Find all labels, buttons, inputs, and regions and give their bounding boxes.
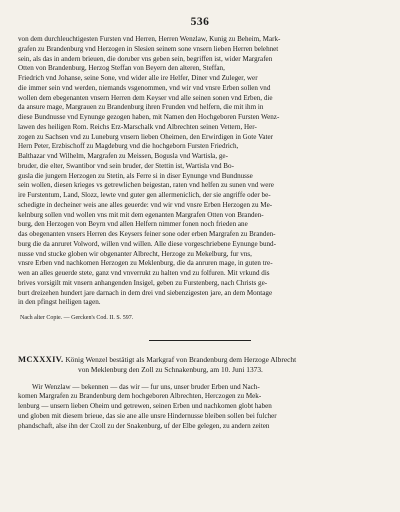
text-line: wen an alles geuerde stete, ganz vnd vnverrukt zu halten vnd zu folfuren. Mit vrkund dis — [18, 269, 270, 277]
text-line: burg, den Herzogen von Beyrn vnd allen Helfern nimmer fonen noch frieden ane — [18, 220, 248, 229]
text-line: grafen zu Brandenburg vnd Herzogen in Slesien seinem sone vnsern lieben Herren belehnet — [18, 44, 279, 53]
text-line: Friedrich vnd Johanse, seine Sone, vnd wider alle ire Helfer, Diner vnd Zuleger, wer — [18, 74, 258, 82]
text-line: ire Furstentum, Land, Slozz, lewte vnd guter gen allermeniclich, der sie angriffe oder be- — [18, 191, 271, 199]
section-divider — [149, 340, 251, 341]
document-heading-line-2: von Meklenburg den Zoll zu Schnakenburg, am 10. Juni 1373. — [78, 364, 263, 374]
text-line: Balthazar vnd Wilhelm, Margrafen zu Meissen, Bogusla vnd Wartisla, ge- — [18, 152, 228, 160]
text-line: schedigte in decheiner weis ane alles geuerde: vnd wir vnd vnsre Erben Herzogen zu Me- — [18, 200, 273, 209]
text-line: gusla die jungern Herzogen zu Stetin, als Ferre si in diser Eynunge vnd Bundnusse — [18, 171, 253, 180]
text-line: brives vorsigilt mit vnsern anhangenden Insigel, geben zu Furstenberg, nach Christs ge- — [18, 278, 268, 287]
text-line: zogen zu Sachsen vnd zu Luneburg vnsern lieben Oheimen, den Erwirdigen in Gote Vater — [18, 132, 274, 141]
text-line: die immer sein vnd werden, niemands vsgenommen, vnd wir vnd vnsre Erben sollen vnd — [18, 83, 271, 92]
source-note: Nach alter Copie. — Gercken's Cod. II. S. 597. — [20, 315, 134, 321]
document-heading — [18, 355, 382, 375]
text-line: diese Bundnusse vnd Eynunge gezogen haben, mit Namen den Hochgeboren Fursten Wenz- — [18, 113, 280, 121]
text-line: da ansure mage, Margrauen zu Brandenburg ihren Frunden vnd helfern, die mit ihm in — [18, 103, 264, 112]
document-number: MCXXXIV. — [18, 354, 64, 364]
text-line: lawen des heiligen Rom. Reichs Erz-Marschalk vnd Albrechten seinen Vettern, Her- — [18, 122, 257, 131]
text-line: burg die da anruret Volword, willen vnd willen. Alle diese vorgeschriebene Eynunge bund- — [18, 239, 276, 248]
text-line: Otten von Brandenburg, Herzog Steffan von Beyern den alteren, Steffan, — [18, 64, 225, 73]
text-line: sein wollen, diesen krieges vs getrewlichen beigestan, raten vnd helfen zu sunen vnd were — [18, 181, 274, 190]
text-line: wollen dem ebegenanten vnsern Herren dem Keyser vnd alle seinen sonen vnd Erben, die — [18, 93, 273, 102]
document-body-line: Wir Wenzlaw — bekennen — das wir — fur uns, unser bruder Erben und Nach- — [32, 382, 260, 391]
text-line: burt dreizehen hundert jare darnach in dem drei vnd siebenzigesten jare, an dem Montage — [18, 288, 273, 297]
text-line: kelnburg sollen vnd wollen vns mit mit dem egenanten Margrafen Otten von Branden- — [18, 210, 264, 219]
document-body-line: und globen mit diesem brieue, das sie ane alle unsre Hindernusse bleiben sollen bei fulcher — [18, 411, 277, 420]
text-line: bruder, die elter, Swantibor vnd sein bruder, der Stettin ist, Wartisla vnd Bo- — [18, 161, 234, 170]
text-line: in den pfingst heiligen tagen. — [18, 298, 101, 307]
document-body-line: komen Margrafen zu Brandenburg dem hochgeboren Albrechten, Herczogen zu Mek- — [18, 392, 262, 401]
text-line: sein, als das in andern brieuen, die doruber vns geben sein, begriffen ist, wider Margrafen — [18, 54, 273, 63]
text-line: Hern Peter, Erzbischoff zu Magdeburg vnd die hochgeborn Fursten Friedrich, — [18, 142, 239, 151]
text-line: von dem durchleuchtigesten Fursten vnd Herren, Herren Wenzlaw, Kunig zu Beheim, Mark- — [18, 35, 281, 43]
text-line: vnsre Erben vnd nachkomen Herzogen zu Meklenburg, die da anruren mage, in guten tre- — [18, 259, 273, 268]
document-body — [18, 383, 382, 432]
document-body-line: lenburg — unsern lieben Oheim und getrewen, seinen Erben und nachkomen globt haben — [18, 402, 272, 411]
document-heading-line-1: König Wenzel bestätigt als Markgraf von Brandenburg dem Herzoge Albrecht — [65, 355, 297, 364]
page-number: 536 — [190, 16, 210, 28]
text-line: das obegenanten vnsers Herren des Keysers feiner sone oder erben Margrafen zu Branden- — [18, 230, 276, 238]
document-body-line: phandschaft, alse ihn der Czoll zu der Snakenburg, uf der Elbe gelegen, zu andern zeiten — [18, 421, 270, 430]
main-text — [18, 35, 382, 308]
text-line: nusse vnd stucke globen wir obgenanter Albrecht, Herzoge zu Mekelburg, fur vns, — [18, 249, 252, 258]
